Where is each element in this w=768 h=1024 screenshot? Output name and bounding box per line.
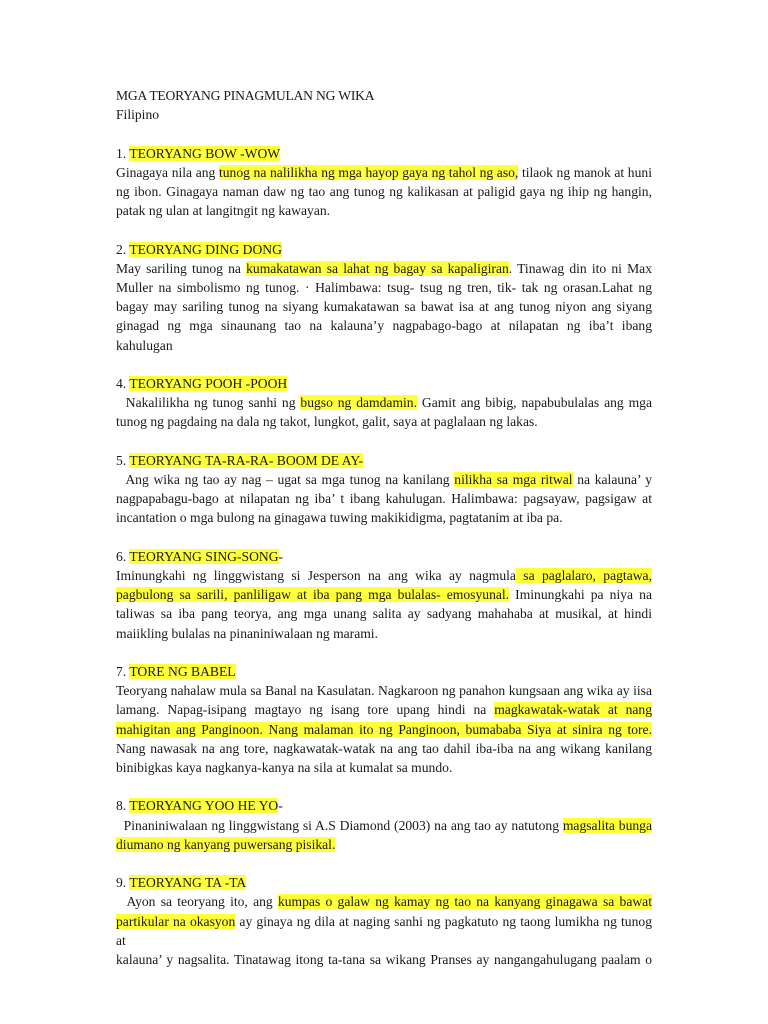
- body-line: [116, 182, 652, 201]
- highlighted-text: nilikha sa mga ritwal: [454, 472, 573, 487]
- body-line: [116, 508, 652, 527]
- section-heading: [116, 144, 652, 163]
- section-heading: [116, 451, 652, 470]
- body-text: binibigkas kaya nagkanya-kanya na sila at kumalat sa mundo.: [116, 760, 453, 776]
- section-spacer: [116, 124, 652, 143]
- body-text: May sariling tunog na: [116, 260, 247, 276]
- section-heading: [116, 547, 652, 566]
- section-heading-text: TEORYANG YOO HE YO: [129, 798, 279, 814]
- section-heading-text: TEORYANG TA -TA: [129, 875, 247, 891]
- body-text: Ang wika ng tao ay nag – ugat sa mga tunog na kanilang: [116, 472, 455, 487]
- body-line: [116, 489, 652, 508]
- body-line: [116, 681, 652, 700]
- body-line: [116, 758, 652, 777]
- section-spacer: [116, 854, 652, 873]
- body-text: kalauna’ y nagsalita. Tinatawag itong ta-tana sa wikang Pranses ay nangangahulugang paalam o: [116, 952, 652, 968]
- body-text: ay ginaya ng dila at naging sanhi ng pagkatuto ng taong lumikha ng tunog at: [116, 913, 652, 948]
- body-text: Teoryang nahalaw mula sa Banal na Kasulatan. Nagkaroon ng panahon kungsaan ang wika ay iisa: [116, 683, 652, 699]
- section-number: 7.: [116, 664, 130, 679]
- highlighted-text: magkawatak-watak at nang: [494, 702, 652, 718]
- body-line: [116, 739, 652, 758]
- highlighted-text: sa paglalaro, pagtawa,: [515, 568, 652, 583]
- body-line: [116, 604, 652, 623]
- body-text: bagay may sariling tunog na siyang kumakatawan sa bawat isa at ang tunog niyon ang siyang: [116, 299, 652, 315]
- sections-container: [116, 124, 652, 969]
- body-line: [116, 393, 652, 412]
- body-text: taliwas sa iba pang teorya, ang mga unang salita ay sadyang mahahaba at musikal, at hindi: [116, 606, 652, 622]
- section-spacer: [116, 777, 652, 796]
- body-line: [116, 835, 652, 854]
- section-number: 9.: [116, 875, 130, 891]
- body-line: [116, 201, 652, 220]
- section-heading-suffix: -: [278, 548, 284, 564]
- section-heading-text: TEORYANG SING-SONG: [129, 548, 279, 564]
- body-text: na kalauna’ y: [572, 472, 652, 487]
- highlighted-text: mahigitan ang Panginoon. Nang malaman ito ng Panginoon, bumababa Siya at sinira ng tore.: [116, 721, 652, 737]
- highlighted-text: tunog na nalilikha ng mga hayop gaya ng tahol ng aso,: [218, 164, 519, 180]
- body-line: [116, 470, 652, 489]
- body-text: ng ibon. Ginagaya naman daw ng tao ang tunog ng kalikasan at paligid gaya ng ihip ng hangin,: [116, 184, 652, 199]
- section-spacer: [116, 432, 652, 451]
- section-heading: [116, 662, 652, 681]
- body-line: [116, 624, 652, 643]
- theory-section: [116, 854, 652, 969]
- section-heading-text: TEORYANG POOH -POOH: [129, 376, 288, 391]
- body-text: Gamit ang bibig, napabubulalas ang mga: [417, 395, 652, 411]
- body-line: [116, 585, 652, 604]
- body-line: [116, 566, 652, 585]
- body-text: Nang nawasak na ang tore, nagkawatak-watak na ang tao dahil iba-iba na ang wikang kanilang: [116, 740, 652, 756]
- section-spacer: [116, 220, 652, 239]
- document-title: MGA TEORYANG PINAGMULAN NG WIKA: [116, 88, 375, 103]
- section-heading: [116, 374, 652, 393]
- body-text: ginagad ng mga sinaunang tao na kalauna’y nagpabago-bago at nilapatan ng iba’t ibang kahulugan: [116, 318, 652, 353]
- section-spacer: [116, 643, 652, 662]
- body-line: [116, 316, 652, 354]
- highlighted-text: magsalita bunga: [562, 817, 652, 833]
- body-text: incantation o mga bulong na ginagawa tuwing makikidigma, pagtatanim at iba pa.: [116, 510, 563, 526]
- body-text: Pinaniniwalaan ng linggwistang si A.S Diamond (2003) na ang tao ay natutong: [116, 817, 563, 833]
- body-text: tilaok ng manok at huni: [518, 164, 652, 180]
- theory-section: [116, 777, 652, 854]
- highlighted-text: bugso ng damdamin.: [300, 395, 417, 411]
- body-text: Ginagaya nila ang: [116, 164, 219, 180]
- body-text: . Tinawag din ito ni Max: [508, 260, 652, 276]
- highlighted-text: kumpas o galaw ng kamay ng tao na kanyang ginagawa sa bawat: [277, 894, 652, 910]
- body-line: [116, 700, 652, 719]
- body-text: Iminungkahi pa niya na: [509, 587, 652, 603]
- section-heading-text: TORE NG BABEL: [129, 664, 236, 679]
- section-heading-text: TEORYANG TA-RA-RA- BOOM DE AY-: [129, 452, 364, 468]
- body-line: [116, 816, 652, 835]
- section-number: 8.: [116, 798, 130, 814]
- section-heading: [116, 796, 652, 815]
- body-line: [116, 163, 652, 182]
- body-line: [116, 278, 652, 297]
- section-number: 1.: [116, 145, 130, 161]
- body-text: Iminungkahi ng linggwistang si Jesperson na ang wika ay nagmula: [116, 568, 516, 583]
- section-heading-text: TEORYANG DING DONG: [129, 241, 282, 257]
- section-heading-suffix: -: [278, 798, 283, 814]
- document-subtitle: Filipino: [116, 107, 160, 123]
- section-heading: [116, 240, 652, 259]
- section-number: 6.: [116, 548, 130, 564]
- highlighted-text: kumakatawan sa lahat ng bagay sa kapaligiran: [246, 260, 509, 276]
- theory-section: [116, 432, 652, 528]
- body-text: Nakalilikha ng tunog sanhi ng: [116, 395, 301, 411]
- body-text: maiikling bulalas na pinaniniwalaan ng marami.: [116, 625, 378, 641]
- theory-section: [116, 220, 652, 354]
- theory-section: [116, 355, 652, 432]
- body-text: Muller na simbolismo ng tunog. · Halimbawa: tsug- tsug ng tren, tik- tak ng orasan.Lahat ng: [116, 280, 652, 295]
- body-text: patak ng ulan at langitngit ng kawayan.: [116, 203, 331, 219]
- body-line: [116, 912, 652, 950]
- section-spacer: [116, 528, 652, 547]
- section-number: 4.: [116, 376, 130, 391]
- body-line: [116, 259, 652, 278]
- section-heading-text: TEORYANG BOW -WOW: [129, 145, 281, 161]
- body-text: lamang. Napag-isipang magtayo ng isang tore upang hindi na: [116, 702, 495, 718]
- body-line: [116, 297, 652, 316]
- body-text: Ayon sa teoryang ito, ang: [116, 894, 278, 910]
- body-text: nagpapabagu-bago at nilapatan ng iba’ t ibang kahulugan. Halimbawa: pagsayaw, pagsigaw at: [116, 491, 652, 507]
- theory-section: [116, 643, 652, 777]
- body-text: tunog ng pagdaing na dala ng takot, lungkot, galit, saya at paglalaan ng lakas.: [116, 414, 538, 430]
- highlighted-text: partikular na okasyon: [116, 913, 236, 929]
- theory-section: [116, 124, 652, 220]
- section-spacer: [116, 355, 652, 374]
- body-line: [116, 412, 652, 431]
- highlighted-text: pagbulong sa sarili, panliligaw at iba pang mga bulalas- emosyunal.: [116, 587, 510, 603]
- body-line: [116, 720, 652, 739]
- theory-section: [116, 528, 652, 643]
- body-line: [116, 892, 652, 911]
- body-line: [116, 950, 652, 969]
- section-heading: [116, 873, 652, 892]
- highlighted-text: diumano ng kanyang puwersang pisikal.: [116, 836, 336, 852]
- section-number: 2.: [116, 241, 130, 257]
- section-number: 5.: [116, 452, 130, 468]
